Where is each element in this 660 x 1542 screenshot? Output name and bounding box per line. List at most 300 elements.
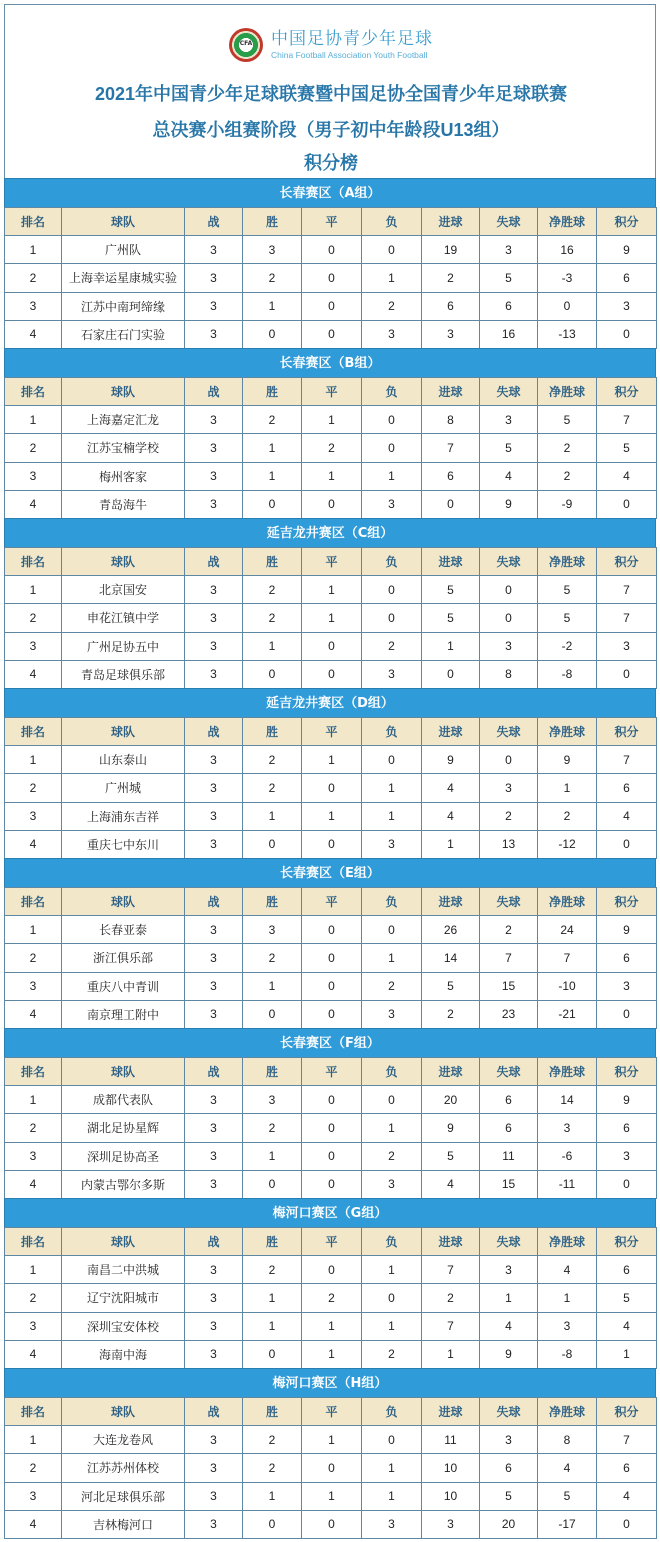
stat-cell: -6: [538, 1142, 597, 1170]
column-header: 失球: [480, 1398, 538, 1426]
column-header: 胜: [243, 718, 302, 746]
stat-cell: 1: [302, 576, 362, 604]
stat-cell: 20: [480, 1510, 538, 1538]
stat-cell: 0: [302, 490, 362, 518]
stat-cell: 3: [362, 1170, 422, 1198]
stat-cell: -11: [538, 1170, 597, 1198]
stat-cell: 3: [5, 1142, 62, 1170]
stat-cell: 7: [480, 944, 538, 972]
stat-cell: 4: [480, 1312, 538, 1340]
stat-cell: 2: [538, 802, 597, 830]
column-header: 排名: [5, 718, 62, 746]
stat-cell: 3: [480, 236, 538, 264]
column-header: 净胜球: [538, 378, 597, 406]
column-header: 平: [302, 1398, 362, 1426]
stat-cell: 24: [538, 916, 597, 944]
column-header: 积分: [597, 718, 657, 746]
column-header: 平: [302, 888, 362, 916]
stat-cell: 16: [538, 236, 597, 264]
group-tables: [4, 178, 656, 1538]
team-name-cell: 山东泰山: [62, 746, 185, 774]
stat-cell: 4: [538, 1454, 597, 1482]
stat-cell: 1: [5, 236, 62, 264]
stat-cell: 3: [5, 972, 62, 1000]
stat-cell: 0: [597, 490, 657, 518]
stat-cell: 3: [185, 632, 243, 660]
team-name-cell: 河北足球俱乐部: [62, 1482, 185, 1510]
column-header: 积分: [597, 888, 657, 916]
stat-cell: 2: [243, 944, 302, 972]
stat-cell: 1: [243, 434, 302, 462]
stat-cell: 3: [185, 1142, 243, 1170]
group-title: 长春赛区（E组）: [4, 858, 656, 887]
group-title: 延吉龙井赛区（D组）: [4, 688, 656, 717]
column-header: 负: [362, 1228, 422, 1256]
stat-cell: 1: [243, 1284, 302, 1312]
stat-cell: 1: [5, 1086, 62, 1114]
stat-cell: 0: [362, 746, 422, 774]
table-row: [5, 916, 657, 944]
stat-cell: 3: [185, 802, 243, 830]
stat-cell: 5: [480, 264, 538, 292]
stat-cell: 3: [243, 916, 302, 944]
brand-name-cn: 中国足协青少年足球: [271, 29, 433, 49]
stat-cell: 0: [362, 916, 422, 944]
table-row: [5, 320, 657, 348]
column-header: 平: [302, 378, 362, 406]
stat-cell: 9: [597, 236, 657, 264]
logo-label: CFA: [239, 40, 253, 47]
table-row: [5, 774, 657, 802]
stat-cell: 6: [597, 944, 657, 972]
column-header: 球队: [62, 378, 185, 406]
stat-cell: 3: [480, 406, 538, 434]
stat-cell: 4: [422, 774, 480, 802]
stat-cell: 6: [597, 264, 657, 292]
stat-cell: 3: [185, 604, 243, 632]
stat-cell: 1: [597, 1340, 657, 1368]
stat-cell: 15: [480, 972, 538, 1000]
stat-cell: 2: [538, 434, 597, 462]
stat-cell: 2: [243, 576, 302, 604]
stat-cell: 1: [302, 1312, 362, 1340]
column-header: 战: [185, 1398, 243, 1426]
stat-cell: 3: [185, 774, 243, 802]
stat-cell: 4: [5, 490, 62, 518]
column-header: 进球: [422, 548, 480, 576]
team-name-cell: 湖北足协星辉: [62, 1114, 185, 1142]
stat-cell: -2: [538, 632, 597, 660]
stat-cell: 1: [302, 746, 362, 774]
stat-cell: 6: [480, 1114, 538, 1142]
stat-cell: 7: [597, 1426, 657, 1454]
column-header: 球队: [62, 208, 185, 236]
stat-cell: 3: [185, 1340, 243, 1368]
stat-cell: 9: [538, 746, 597, 774]
column-header: 负: [362, 718, 422, 746]
team-name-cell: 内蒙古鄂尔多斯: [62, 1170, 185, 1198]
table-row: [5, 1114, 657, 1142]
column-header: 失球: [480, 378, 538, 406]
table-row: [5, 490, 657, 518]
stat-cell: 1: [362, 774, 422, 802]
stat-cell: 8: [480, 660, 538, 688]
stat-cell: 3: [597, 972, 657, 1000]
table-row: [5, 1284, 657, 1312]
stat-cell: 0: [243, 1000, 302, 1028]
stat-cell: 1: [302, 604, 362, 632]
stat-cell: 3: [185, 1170, 243, 1198]
stat-cell: 0: [302, 1170, 362, 1198]
stat-cell: -17: [538, 1510, 597, 1538]
stat-cell: 4: [597, 802, 657, 830]
stat-cell: 1: [362, 1114, 422, 1142]
table-header-row: [5, 1398, 657, 1426]
stat-cell: 2: [243, 264, 302, 292]
stat-cell: 0: [302, 292, 362, 320]
stat-cell: 4: [422, 1170, 480, 1198]
column-header: 排名: [5, 1228, 62, 1256]
column-header: 排名: [5, 548, 62, 576]
team-name-cell: 青岛海牛: [62, 490, 185, 518]
stat-cell: 19: [422, 236, 480, 264]
stat-cell: 5: [422, 972, 480, 1000]
stat-cell: 9: [480, 1340, 538, 1368]
stat-cell: 1: [5, 406, 62, 434]
team-name-cell: 成都代表队: [62, 1086, 185, 1114]
stat-cell: 0: [597, 1510, 657, 1538]
column-header: 胜: [243, 1228, 302, 1256]
stat-cell: 0: [243, 660, 302, 688]
stat-cell: 3: [597, 632, 657, 660]
table-row: [5, 604, 657, 632]
standings-table: [4, 1227, 657, 1369]
stat-cell: 3: [5, 462, 62, 490]
stat-cell: 0: [362, 1426, 422, 1454]
stat-cell: 5: [480, 1482, 538, 1510]
column-header: 净胜球: [538, 1228, 597, 1256]
stat-cell: 0: [362, 236, 422, 264]
stat-cell: 6: [597, 1454, 657, 1482]
group-block: [4, 858, 656, 1028]
stat-cell: 3: [5, 1312, 62, 1340]
table-row: [5, 462, 657, 490]
stat-cell: -10: [538, 972, 597, 1000]
stat-cell: 2: [243, 1256, 302, 1284]
stat-cell: 5: [538, 604, 597, 632]
stat-cell: 4: [5, 660, 62, 688]
stat-cell: 1: [302, 1482, 362, 1510]
stat-cell: 2: [422, 264, 480, 292]
stat-cell: 3: [362, 660, 422, 688]
stat-cell: 3: [362, 830, 422, 858]
stat-cell: 3: [185, 1256, 243, 1284]
stat-cell: 0: [243, 830, 302, 858]
team-name-cell: 广州队: [62, 236, 185, 264]
stat-cell: 0: [302, 632, 362, 660]
team-name-cell: 长春亚泰: [62, 916, 185, 944]
stat-cell: 0: [302, 830, 362, 858]
stat-cell: 0: [302, 660, 362, 688]
stat-cell: 4: [5, 1340, 62, 1368]
stat-cell: 3: [5, 292, 62, 320]
column-header: 积分: [597, 378, 657, 406]
stat-cell: 2: [480, 916, 538, 944]
stat-cell: 0: [480, 746, 538, 774]
stat-cell: 0: [302, 916, 362, 944]
column-header: 战: [185, 548, 243, 576]
stat-cell: 1: [362, 462, 422, 490]
column-header: 战: [185, 718, 243, 746]
stat-cell: 7: [538, 944, 597, 972]
stat-cell: 0: [362, 604, 422, 632]
stat-cell: 3: [185, 406, 243, 434]
stat-cell: 1: [302, 1426, 362, 1454]
stat-cell: 2: [5, 1454, 62, 1482]
stat-cell: 0: [302, 1142, 362, 1170]
column-header: 进球: [422, 378, 480, 406]
team-name-cell: 北京国安: [62, 576, 185, 604]
stat-cell: 1: [362, 802, 422, 830]
column-header: 战: [185, 1228, 243, 1256]
column-header: 平: [302, 1228, 362, 1256]
stat-cell: 3: [185, 1426, 243, 1454]
stat-cell: 4: [538, 1256, 597, 1284]
column-header: 失球: [480, 1058, 538, 1086]
stat-cell: 3: [5, 632, 62, 660]
column-header: 负: [362, 1398, 422, 1426]
stat-cell: 2: [422, 1000, 480, 1028]
column-header: 排名: [5, 378, 62, 406]
table-header-row: [5, 208, 657, 236]
column-header: 负: [362, 378, 422, 406]
table-header-row: [5, 1058, 657, 1086]
stat-cell: 1: [302, 1340, 362, 1368]
stat-cell: 1: [243, 632, 302, 660]
stat-cell: 0: [302, 1114, 362, 1142]
stat-cell: 1: [243, 972, 302, 1000]
stat-cell: 0: [302, 1256, 362, 1284]
table-header-row: [5, 378, 657, 406]
team-name-cell: 深圳足协高圣: [62, 1142, 185, 1170]
column-header: 净胜球: [538, 548, 597, 576]
standings-table: [4, 207, 657, 349]
stat-cell: 1: [362, 264, 422, 292]
stat-cell: 3: [422, 320, 480, 348]
stat-cell: 2: [5, 264, 62, 292]
stat-cell: 20: [422, 1086, 480, 1114]
stat-cell: 0: [597, 1170, 657, 1198]
stat-cell: 3: [185, 1454, 243, 1482]
group-block: [4, 1028, 656, 1198]
stat-cell: 2: [243, 604, 302, 632]
stat-cell: 3: [185, 660, 243, 688]
team-name-cell: 石家庄石门实验: [62, 320, 185, 348]
stat-cell: 10: [422, 1482, 480, 1510]
stat-cell: 0: [597, 660, 657, 688]
stat-cell: 3: [362, 490, 422, 518]
table-row: [5, 292, 657, 320]
stat-cell: 3: [185, 916, 243, 944]
stat-cell: 1: [480, 1284, 538, 1312]
table-row: [5, 264, 657, 292]
team-name-cell: 江苏中南珂缔缘: [62, 292, 185, 320]
group-block: [4, 518, 656, 688]
stat-cell: 4: [422, 802, 480, 830]
table-row: [5, 1482, 657, 1510]
stat-cell: 0: [597, 1000, 657, 1028]
stat-cell: 0: [302, 774, 362, 802]
stat-cell: 16: [480, 320, 538, 348]
stat-cell: 3: [185, 462, 243, 490]
table-row: [5, 1086, 657, 1114]
table-row: [5, 576, 657, 604]
stat-cell: 2: [5, 1284, 62, 1312]
stat-cell: 8: [538, 1426, 597, 1454]
group-block: [4, 1368, 656, 1538]
stat-cell: 0: [302, 236, 362, 264]
stat-cell: 2: [243, 746, 302, 774]
stat-cell: 1: [422, 1340, 480, 1368]
column-header: 积分: [597, 1058, 657, 1086]
column-header: 失球: [480, 1228, 538, 1256]
stat-cell: 4: [597, 462, 657, 490]
stat-cell: 3: [185, 1510, 243, 1538]
table-header-row: [5, 718, 657, 746]
stat-cell: 5: [538, 576, 597, 604]
group-block: [4, 348, 656, 518]
team-name-cell: 上海浦东吉祥: [62, 802, 185, 830]
stat-cell: 3: [185, 1482, 243, 1510]
page-title-line-3: 积分榜: [304, 153, 358, 173]
stat-cell: 3: [538, 1312, 597, 1340]
stat-cell: 1: [243, 1312, 302, 1340]
stat-cell: 3: [362, 1510, 422, 1538]
stat-cell: 3: [243, 1086, 302, 1114]
stat-cell: 0: [302, 320, 362, 348]
table-row: [5, 746, 657, 774]
stat-cell: 2: [243, 1426, 302, 1454]
stat-cell: 0: [422, 490, 480, 518]
stat-cell: 5: [597, 434, 657, 462]
standings-table: [4, 1397, 657, 1539]
page-title-line-2: 总决赛小组赛阶段（男子初中年龄段U13组）: [152, 120, 510, 140]
column-header: 积分: [597, 1228, 657, 1256]
stat-cell: 1: [243, 1142, 302, 1170]
stat-cell: -8: [538, 1340, 597, 1368]
stat-cell: 1: [538, 774, 597, 802]
stat-cell: 3: [362, 1000, 422, 1028]
stat-cell: 3: [480, 774, 538, 802]
stat-cell: 0: [302, 264, 362, 292]
stat-cell: 3: [185, 320, 243, 348]
stat-cell: 0: [362, 576, 422, 604]
group-title: 长春赛区（B组）: [4, 348, 656, 377]
column-header: 进球: [422, 1058, 480, 1086]
stat-cell: 7: [422, 1256, 480, 1284]
column-header: 积分: [597, 548, 657, 576]
stat-cell: 4: [597, 1312, 657, 1340]
stat-cell: 1: [362, 1454, 422, 1482]
column-header: 排名: [5, 208, 62, 236]
stat-cell: 1: [243, 1482, 302, 1510]
stat-cell: 3: [538, 1114, 597, 1142]
column-header: 胜: [243, 888, 302, 916]
stat-cell: 7: [597, 604, 657, 632]
stat-cell: 7: [597, 406, 657, 434]
stat-cell: 5: [597, 1284, 657, 1312]
stat-cell: 0: [538, 292, 597, 320]
column-header: 平: [302, 1058, 362, 1086]
stat-cell: 0: [243, 320, 302, 348]
group-title: 梅河口赛区（G组）: [4, 1198, 656, 1227]
stat-cell: 5: [422, 604, 480, 632]
table-row: [5, 632, 657, 660]
stat-cell: 1: [362, 1256, 422, 1284]
stat-cell: 0: [597, 320, 657, 348]
page-title-line-1: 2021年中国青少年足球联赛暨中国足协全国青少年足球联赛: [94, 84, 568, 104]
team-name-cell: 吉林梅河口: [62, 1510, 185, 1538]
column-header: 积分: [597, 208, 657, 236]
stat-cell: 9: [480, 490, 538, 518]
stat-cell: 3: [480, 1256, 538, 1284]
stat-cell: 3: [362, 320, 422, 348]
column-header: 平: [302, 548, 362, 576]
column-header: 失球: [480, 548, 538, 576]
table-header-row: [5, 548, 657, 576]
stat-cell: 4: [5, 1510, 62, 1538]
stat-cell: 3: [185, 1284, 243, 1312]
stat-cell: 0: [302, 1000, 362, 1028]
stat-cell: 4: [5, 1170, 62, 1198]
stat-cell: 0: [243, 1510, 302, 1538]
group-title: 长春赛区（F组）: [4, 1028, 656, 1057]
group-block: [4, 688, 656, 858]
stat-cell: 6: [597, 774, 657, 802]
stat-cell: -9: [538, 490, 597, 518]
column-header: 平: [302, 718, 362, 746]
stat-cell: 6: [597, 1256, 657, 1284]
column-header: 进球: [422, 208, 480, 236]
team-name-cell: 浙江俱乐部: [62, 944, 185, 972]
stat-cell: 1: [302, 406, 362, 434]
table-row: [5, 1000, 657, 1028]
table-row: [5, 660, 657, 688]
column-header: 负: [362, 888, 422, 916]
stat-cell: 6: [422, 462, 480, 490]
stat-cell: -21: [538, 1000, 597, 1028]
stat-cell: 5: [422, 1142, 480, 1170]
stat-cell: 0: [362, 1284, 422, 1312]
column-header: 球队: [62, 1228, 185, 1256]
column-header: 进球: [422, 1398, 480, 1426]
team-name-cell: 重庆八中青训: [62, 972, 185, 1000]
stat-cell: 0: [362, 1086, 422, 1114]
column-header: 战: [185, 378, 243, 406]
column-header: 净胜球: [538, 888, 597, 916]
page-header: [4, 4, 656, 178]
column-header: 净胜球: [538, 208, 597, 236]
group-block: [4, 178, 656, 348]
team-name-cell: 海南中海: [62, 1340, 185, 1368]
stat-cell: 2: [243, 1114, 302, 1142]
stat-cell: 1: [5, 916, 62, 944]
stat-cell: 1: [362, 1482, 422, 1510]
stat-cell: 9: [422, 1114, 480, 1142]
table-row: [5, 1170, 657, 1198]
stat-cell: 6: [480, 292, 538, 320]
stat-cell: 3: [422, 1510, 480, 1538]
